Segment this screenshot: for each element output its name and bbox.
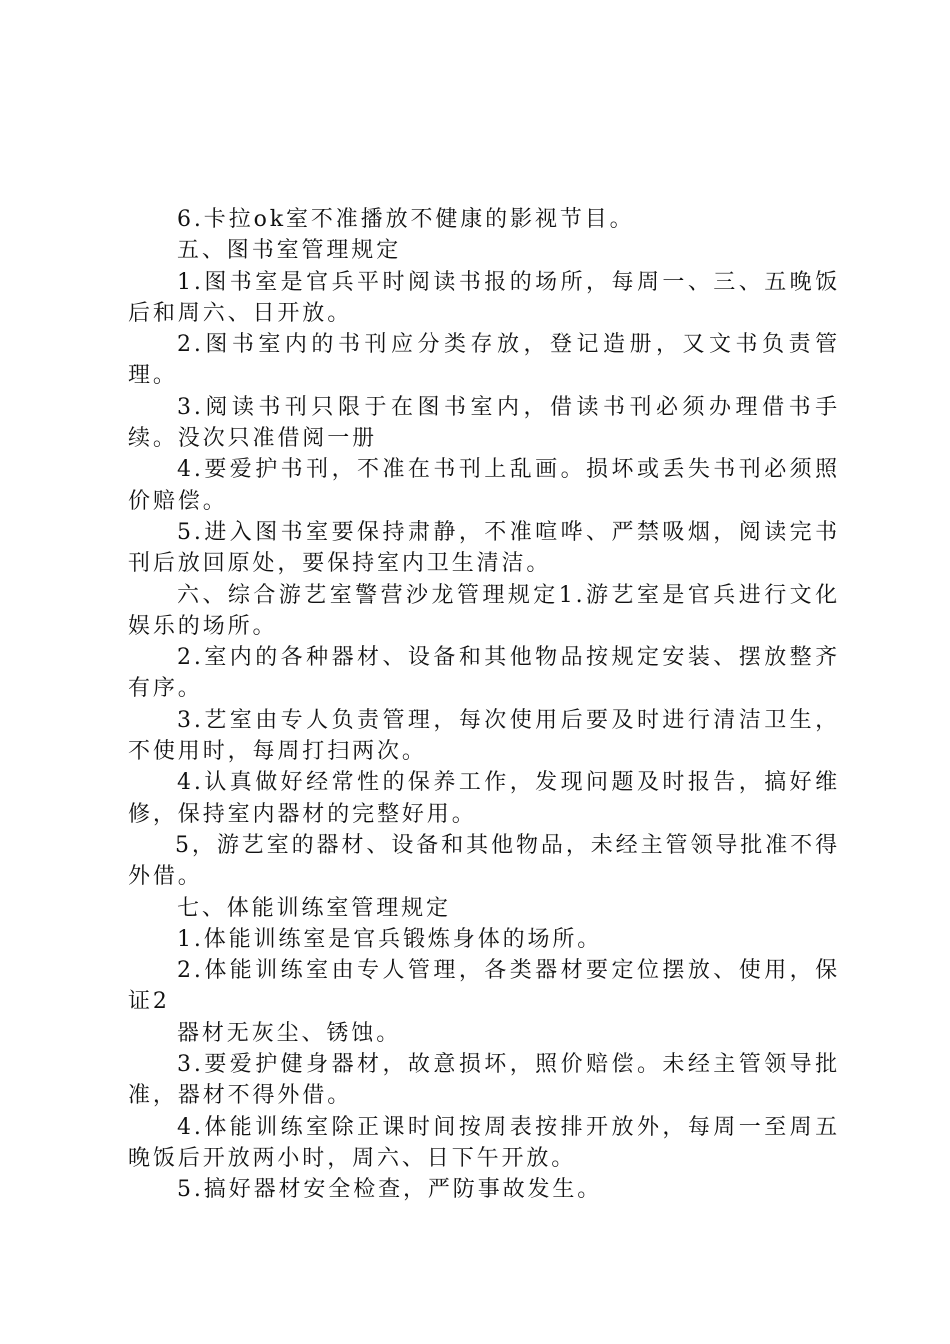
paragraph-karaoke-rule-6: 6.卡拉ok室不准播放不健康的影视节目。 bbox=[177, 207, 635, 232]
paragraph-game-room-rule-3: 3.艺室由专人负责管理，每次使用后要及时进行清洁卫生，不使用时，每周打扫两次。 bbox=[128, 707, 840, 765]
paragraph-fitness-rule-1: 1.体能训练室是官兵锻炼身体的场所。 bbox=[177, 926, 603, 952]
section-heading-game-room: 六、综合游艺室警营沙龙管理规定1.游艺室是官兵进行文化娱乐的场所。 bbox=[128, 582, 840, 639]
paragraph-game-room-rule-2: 2.室内的各种器材、设备和其他物品按规定安装、摆放整齐有序。 bbox=[128, 645, 840, 702]
paragraph-fitness-rule-5: 5.搞好器材安全检查，严防事故发生。 bbox=[177, 1177, 603, 1203]
paragraph-fitness-rule-3: 3.要爱护健身器材，故意损坏，照价赔偿。未经主管领导批准，器材不得外借。 bbox=[128, 1052, 840, 1109]
paragraph-library-rule-4: 4.要爱护书刊，不准在书刊上乱画。损坏或丢失书刊必须照价赔偿。 bbox=[128, 457, 840, 514]
paragraph-fitness-rule-2-continued: 器材无灰尘、锈蚀。 bbox=[177, 1020, 402, 1046]
document-body bbox=[128, 204, 840, 1206]
section-heading-fitness-room: 七、体能训练室管理规定 bbox=[177, 895, 451, 921]
paragraph-library-rule-5: 5.进入图书室要保持肃静，不准喧哗、严禁吸烟，阅读完书刊后放回原处，要保持室内卫生清洁。 bbox=[128, 519, 840, 577]
paragraph-game-room-rule-4: 4.认真做好经常性的保养工作，发现问题及时报告，搞好维修，保持室内器材的完整好用。 bbox=[128, 770, 840, 827]
paragraph-fitness-rule-2: 2.体能训练室由专人管理，各类器材要定位摆放、使用，保证2 bbox=[128, 958, 840, 1015]
section-heading-library: 五、图书室管理规定 bbox=[177, 238, 402, 264]
paragraph-fitness-rule-4: 4.体能训练室除正课时间按周表按排开放外，每周一至周五晚饭后开放两小时，周六、日下午开放。 bbox=[128, 1114, 840, 1171]
paragraph-library-rule-2: 2.图书室内的书刊应分类存放，登记造册，又文书负责管理。 bbox=[128, 332, 840, 389]
paragraph-game-room-rule-5: 5，游艺室的器材、设备和其他物品，未经主管领导批准不得外借。 bbox=[128, 832, 840, 890]
paragraph-library-rule-3: 3.阅读书刊只限于在图书室内，借读书刊必须办理借书手续。没次只准借阅一册 bbox=[128, 394, 840, 452]
paragraph-library-rule-1: 1.图书室是官兵平时阅读书报的场所，每周一、三、五晚饭后和周六、日开放。 bbox=[128, 269, 840, 326]
